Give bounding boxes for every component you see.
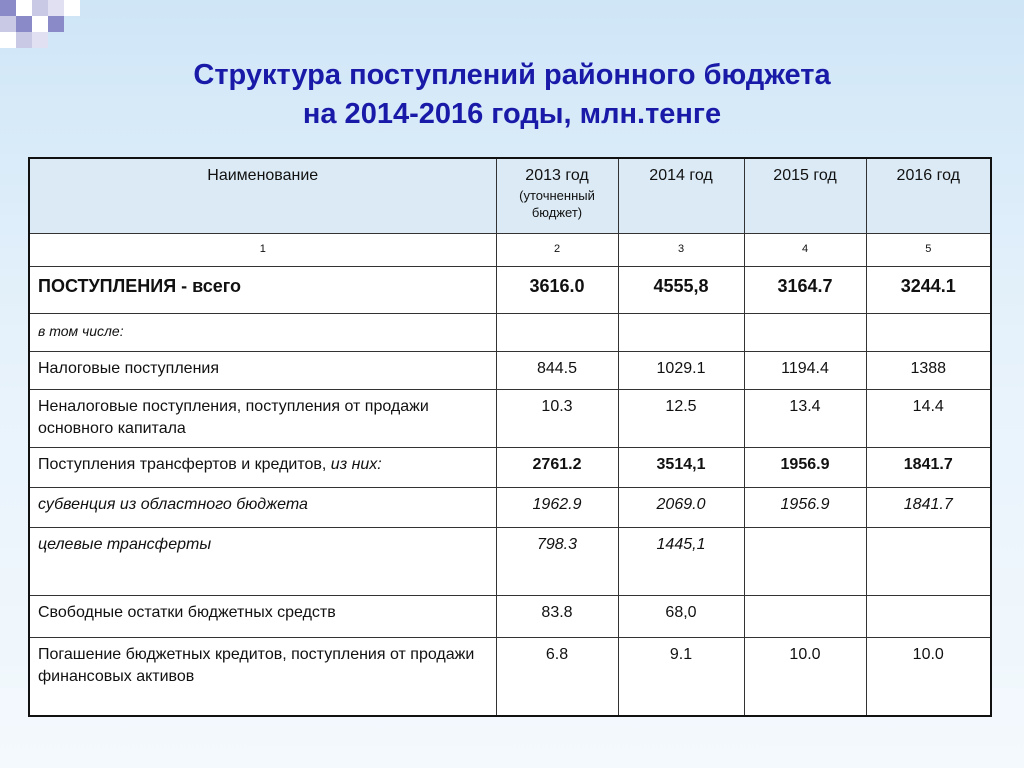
corner-decoration	[0, 0, 80, 56]
row-name: Погашение бюджетных кредитов, поступления от продажи финансовых активов	[29, 638, 496, 717]
table-row-total	[29, 267, 991, 314]
cell-2014	[618, 314, 744, 352]
table-row	[29, 390, 991, 448]
row-name: ПОСТУПЛЕНИЯ - всего	[29, 267, 496, 314]
row-name-main: Поступления трансфертов и кредитов,	[38, 456, 327, 473]
row-name: Налоговые поступления	[29, 352, 496, 390]
header-2013-label: 2013 год	[525, 167, 589, 184]
cell-2013: 3616.0	[496, 267, 618, 314]
deco-square	[16, 0, 32, 16]
cell-2015: 13.4	[744, 390, 866, 448]
deco-square	[16, 32, 32, 48]
cell-2013: 844.5	[496, 352, 618, 390]
row-name: Свободные остатки бюджетных средств	[29, 596, 496, 638]
cell-2014: 68,0	[618, 596, 744, 638]
table-row	[29, 638, 991, 717]
cell-2015: 1194.4	[744, 352, 866, 390]
row-name: целевые трансферты	[29, 528, 496, 596]
cell-2015: 1956.9	[744, 488, 866, 528]
deco-square	[32, 32, 48, 48]
header-2013	[496, 158, 618, 234]
cell-2014: 1029.1	[618, 352, 744, 390]
cell-2013: 6.8	[496, 638, 618, 717]
cell-2016: 1841.7	[866, 448, 991, 488]
title-line-2: на 2014-2016 годы, млн.тенге	[302, 98, 722, 130]
cell-2015: 3164.7	[744, 267, 866, 314]
table-row	[29, 528, 991, 596]
cell-2014: 12.5	[618, 390, 744, 448]
deco-square	[0, 16, 16, 32]
cell-2013: 798.3	[496, 528, 618, 596]
index-cell: 5	[866, 234, 991, 267]
table-row-transfers	[29, 448, 991, 488]
cell-2013: 83.8	[496, 596, 618, 638]
row-name	[29, 448, 496, 488]
index-cell: 4	[744, 234, 866, 267]
budget-table	[28, 157, 992, 717]
cell-2016: 1388	[866, 352, 991, 390]
table-row	[29, 596, 991, 638]
deco-square	[64, 0, 80, 16]
header-2013-note: (уточненный бюджет)	[519, 188, 595, 220]
deco-square	[16, 16, 32, 32]
header-name: Наименование	[29, 158, 496, 234]
cell-2013: 10.3	[496, 390, 618, 448]
header-2015: 2015 год	[744, 158, 866, 234]
cell-2016	[866, 596, 991, 638]
cell-2014: 3514,1	[618, 448, 744, 488]
deco-square	[48, 0, 64, 16]
cell-2013: 2761.2	[496, 448, 618, 488]
cell-2015: 10.0	[744, 638, 866, 717]
header-2014: 2014 год	[618, 158, 744, 234]
cell-2016: 1841.7	[866, 488, 991, 528]
cell-2014: 9.1	[618, 638, 744, 717]
cell-2013	[496, 314, 618, 352]
index-row	[29, 234, 991, 267]
cell-2015	[744, 596, 866, 638]
row-name: Неналоговые поступления, поступления от продажи основного капитала	[29, 390, 496, 448]
row-name: в том числе:	[29, 314, 496, 352]
table-row-including	[29, 314, 991, 352]
deco-square	[48, 16, 64, 32]
cell-2015	[744, 528, 866, 596]
index-cell: 2	[496, 234, 618, 267]
cell-2013: 1962.9	[496, 488, 618, 528]
deco-square	[32, 0, 48, 16]
deco-square	[0, 0, 16, 16]
cell-2016: 3244.1	[866, 267, 991, 314]
page-title	[0, 56, 1024, 134]
deco-square	[32, 16, 48, 32]
cell-2014: 4555,8	[618, 267, 744, 314]
deco-square	[0, 32, 16, 48]
header-2016: 2016 год	[866, 158, 991, 234]
cell-2016: 14.4	[866, 390, 991, 448]
index-cell: 3	[618, 234, 744, 267]
cell-2014: 2069.0	[618, 488, 744, 528]
cell-2014: 1445,1	[618, 528, 744, 596]
cell-2016	[866, 314, 991, 352]
row-name-suffix: из них:	[330, 456, 382, 473]
row-name: субвенция из областного бюджета	[29, 488, 496, 528]
title-line-1: Структура поступлений районного бюджета	[193, 59, 831, 91]
header-row	[29, 158, 991, 234]
cell-2016	[866, 528, 991, 596]
cell-2015	[744, 314, 866, 352]
table-row	[29, 488, 991, 528]
index-cell: 1	[29, 234, 496, 267]
table-row	[29, 352, 991, 390]
cell-2015: 1956.9	[744, 448, 866, 488]
cell-2016: 10.0	[866, 638, 991, 717]
